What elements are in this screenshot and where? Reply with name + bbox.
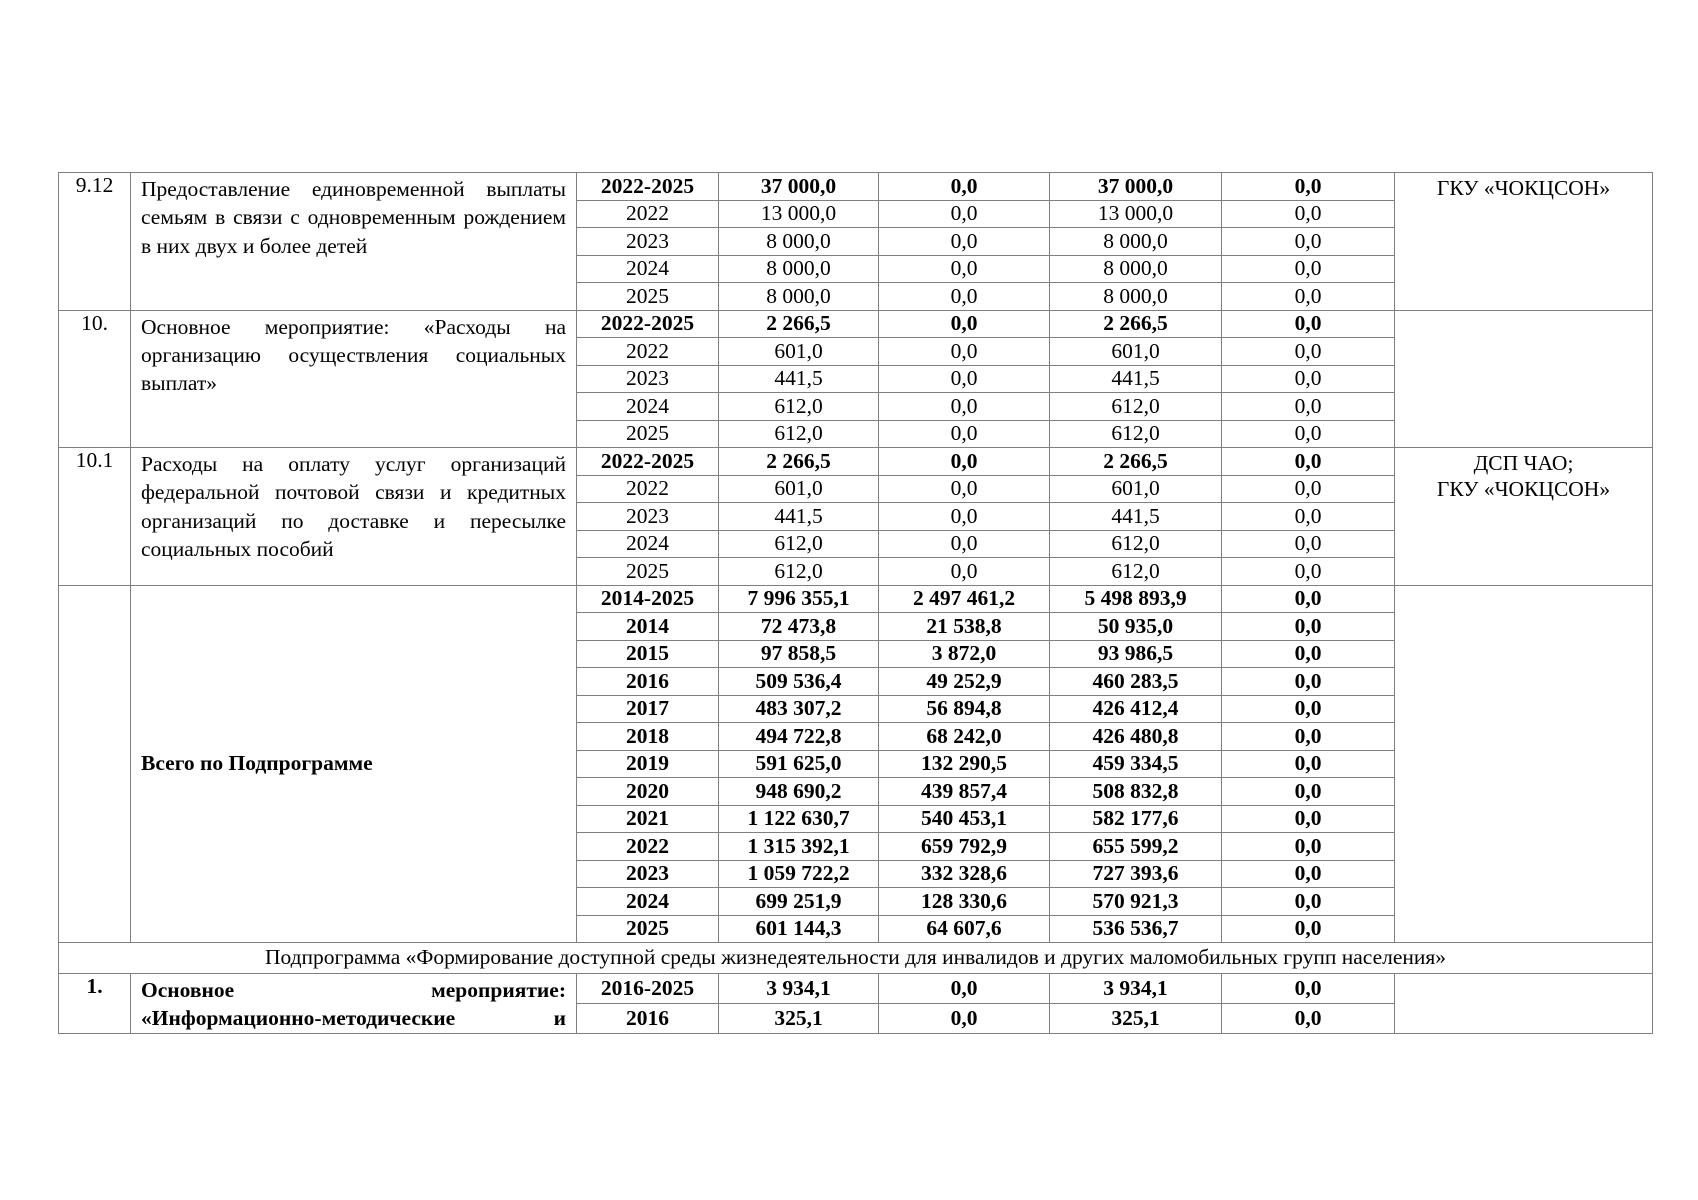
source-2-cell: 2 266,5 [1050, 310, 1222, 338]
source-1-cell: 128 330,6 [879, 888, 1050, 916]
source-2-cell: 8 000,0 [1050, 228, 1222, 256]
source-2-cell: 612,0 [1050, 420, 1222, 448]
source-1-cell: 0,0 [879, 283, 1050, 311]
total-cell: 72 473,8 [719, 613, 879, 641]
total-cell: 441,5 [719, 503, 879, 531]
source-3-cell: 0,0 [1222, 420, 1395, 448]
period-cell: 2025 [577, 558, 719, 586]
total-cell: 8 000,0 [719, 228, 879, 256]
executor-cell [1395, 585, 1653, 943]
period-cell: 2023 [577, 365, 719, 393]
total-cell: 8 000,0 [719, 283, 879, 311]
source-1-cell: 0,0 [879, 974, 1050, 1004]
total-cell: 509 536,4 [719, 668, 879, 696]
period-cell: 2022 [577, 475, 719, 503]
total-cell: 601,0 [719, 475, 879, 503]
source-3-cell: 0,0 [1222, 558, 1395, 586]
source-3-cell: 0,0 [1222, 695, 1395, 723]
total-cell: 612,0 [719, 420, 879, 448]
source-1-cell: 439 857,4 [879, 778, 1050, 806]
source-2-cell: 441,5 [1050, 365, 1222, 393]
item-number: 1. [59, 974, 131, 1034]
description-word: мероприятие: [431, 978, 566, 1002]
source-3-cell: 0,0 [1222, 310, 1395, 338]
total-cell: 13 000,0 [719, 200, 879, 228]
source-2-cell: 325,1 [1050, 1003, 1222, 1033]
executor-cell [1395, 448, 1653, 586]
source-2-cell: 8 000,0 [1050, 283, 1222, 311]
total-cell: 612,0 [719, 393, 879, 421]
source-1-cell: 0,0 [879, 255, 1050, 283]
source-3-cell: 0,0 [1222, 503, 1395, 531]
source-3-cell: 0,0 [1222, 640, 1395, 668]
total-cell: 612,0 [719, 530, 879, 558]
budget-table-page [58, 172, 1652, 1034]
source-1-cell: 0,0 [879, 475, 1050, 503]
source-3-cell: 0,0 [1222, 915, 1395, 943]
source-3-cell: 0,0 [1222, 255, 1395, 283]
source-2-cell: 601,0 [1050, 475, 1222, 503]
source-3-cell: 0,0 [1222, 974, 1395, 1004]
period-cell: 2023 [577, 228, 719, 256]
source-2-cell: 3 934,1 [1050, 974, 1222, 1004]
source-3-cell: 0,0 [1222, 723, 1395, 751]
source-2-cell: 13 000,0 [1050, 200, 1222, 228]
source-3-cell: 0,0 [1222, 888, 1395, 916]
source-1-cell: 0,0 [879, 228, 1050, 256]
period-cell: 2021 [577, 805, 719, 833]
source-3-cell: 0,0 [1222, 805, 1395, 833]
period-cell: 2015 [577, 640, 719, 668]
source-1-cell: 332 328,6 [879, 860, 1050, 888]
period-cell: 2014 [577, 613, 719, 641]
period-cell: 2022-2025 [577, 173, 719, 201]
source-2-cell: 655 599,2 [1050, 833, 1222, 861]
period-cell: 2016 [577, 1003, 719, 1033]
item-number: 9.12 [59, 173, 131, 311]
period-cell: 2022 [577, 833, 719, 861]
total-cell: 1 059 722,2 [719, 860, 879, 888]
subtotal-number-cell [59, 585, 131, 943]
total-cell: 2 266,5 [719, 448, 879, 476]
source-1-cell: 0,0 [879, 420, 1050, 448]
item-number: 10.1 [59, 448, 131, 586]
source-1-cell: 0,0 [879, 1003, 1050, 1033]
total-cell: 325,1 [719, 1003, 879, 1033]
source-2-cell: 570 921,3 [1050, 888, 1222, 916]
subprogram-title: Подпрограмма «Формирование доступной среды жизнедеятельности для инвалидов и других маломобильных групп населения» [59, 943, 1653, 974]
source-3-cell: 0,0 [1222, 585, 1395, 613]
period-cell: 2017 [577, 695, 719, 723]
total-cell: 7 996 355,1 [719, 585, 879, 613]
source-1-cell: 0,0 [879, 448, 1050, 476]
source-1-cell: 0,0 [879, 365, 1050, 393]
source-2-cell: 50 935,0 [1050, 613, 1222, 641]
source-2-cell: 5 498 893,9 [1050, 585, 1222, 613]
table-row [59, 585, 1653, 613]
period-cell: 2018 [577, 723, 719, 751]
item-description [131, 974, 577, 1034]
period-cell: 2014-2025 [577, 585, 719, 613]
item-description: Расходы на оплату услуг организаций федеральной почтовой связи и кредитных организаций по доставке и пересылке социальных пособий [131, 448, 577, 586]
total-cell: 612,0 [719, 558, 879, 586]
source-2-cell: 727 393,6 [1050, 860, 1222, 888]
period-cell: 2022-2025 [577, 310, 719, 338]
source-1-cell: 0,0 [879, 530, 1050, 558]
source-1-cell: 64 607,6 [879, 915, 1050, 943]
period-cell: 2023 [577, 860, 719, 888]
period-cell: 2022 [577, 338, 719, 366]
source-1-cell: 659 792,9 [879, 833, 1050, 861]
executor-line: ГКУ «ЧОКЦСОН» [1436, 176, 1611, 200]
table-row [59, 974, 1653, 1004]
source-2-cell: 536 536,7 [1050, 915, 1222, 943]
source-3-cell: 0,0 [1222, 228, 1395, 256]
source-2-cell: 37 000,0 [1050, 173, 1222, 201]
source-1-cell: 0,0 [879, 173, 1050, 201]
source-2-cell: 460 283,5 [1050, 668, 1222, 696]
source-2-cell: 8 000,0 [1050, 255, 1222, 283]
source-3-cell: 0,0 [1222, 530, 1395, 558]
source-1-cell: 21 538,8 [879, 613, 1050, 641]
table-row [59, 173, 1653, 201]
description-word: «Информационно-методические [141, 1006, 456, 1031]
source-2-cell: 426 480,8 [1050, 723, 1222, 751]
source-2-cell: 2 266,5 [1050, 448, 1222, 476]
executor-cell [1395, 974, 1653, 1034]
executor-line: ГКУ «ЧОКЦСОН» [1436, 477, 1611, 502]
source-1-cell: 3 872,0 [879, 640, 1050, 668]
period-cell: 2025 [577, 915, 719, 943]
source-3-cell: 0,0 [1222, 668, 1395, 696]
source-1-cell: 540 453,1 [879, 805, 1050, 833]
budget-table [58, 172, 1653, 1034]
item-number: 10. [59, 310, 131, 448]
source-2-cell: 459 334,5 [1050, 750, 1222, 778]
source-2-cell: 582 177,6 [1050, 805, 1222, 833]
source-1-cell: 0,0 [879, 338, 1050, 366]
period-cell: 2016 [577, 668, 719, 696]
source-3-cell: 0,0 [1222, 200, 1395, 228]
description-word: Основное [141, 978, 235, 1002]
subtotal-label: Всего по Подпрограмме [131, 585, 577, 943]
period-cell: 2024 [577, 530, 719, 558]
period-cell: 2024 [577, 255, 719, 283]
source-3-cell: 0,0 [1222, 448, 1395, 476]
source-2-cell: 612,0 [1050, 393, 1222, 421]
total-cell: 494 722,8 [719, 723, 879, 751]
source-3-cell: 0,0 [1222, 365, 1395, 393]
period-cell: 2025 [577, 420, 719, 448]
source-2-cell: 93 986,5 [1050, 640, 1222, 668]
item-description: Предоставление единовременной выплаты семьям в связи с одновременным рождением в них двух и более детей [131, 173, 577, 311]
total-cell: 37 000,0 [719, 173, 879, 201]
source-1-cell: 49 252,9 [879, 668, 1050, 696]
total-cell: 601,0 [719, 338, 879, 366]
source-1-cell: 0,0 [879, 558, 1050, 586]
source-1-cell: 2 497 461,2 [879, 585, 1050, 613]
period-cell: 2022-2025 [577, 448, 719, 476]
total-cell: 699 251,9 [719, 888, 879, 916]
total-cell: 8 000,0 [719, 255, 879, 283]
source-3-cell: 0,0 [1222, 750, 1395, 778]
period-cell: 2025 [577, 283, 719, 311]
budget-table-body [59, 173, 1653, 1034]
source-3-cell: 0,0 [1222, 1003, 1395, 1033]
total-cell: 1 315 392,1 [719, 833, 879, 861]
source-3-cell: 0,0 [1222, 283, 1395, 311]
source-2-cell: 508 832,8 [1050, 778, 1222, 806]
source-3-cell: 0,0 [1222, 338, 1395, 366]
source-2-cell: 601,0 [1050, 338, 1222, 366]
table-row [59, 943, 1653, 974]
total-cell: 97 858,5 [719, 640, 879, 668]
source-1-cell: 132 290,5 [879, 750, 1050, 778]
source-3-cell: 0,0 [1222, 173, 1395, 201]
total-cell: 483 307,2 [719, 695, 879, 723]
period-cell: 2024 [577, 393, 719, 421]
source-2-cell: 441,5 [1050, 503, 1222, 531]
source-2-cell: 612,0 [1050, 530, 1222, 558]
period-cell: 2020 [577, 778, 719, 806]
table-row [59, 310, 1653, 338]
total-cell: 1 122 630,7 [719, 805, 879, 833]
source-3-cell: 0,0 [1222, 778, 1395, 806]
source-1-cell: 0,0 [879, 393, 1050, 421]
table-row [59, 448, 1653, 476]
source-3-cell: 0,0 [1222, 613, 1395, 641]
source-2-cell: 426 412,4 [1050, 695, 1222, 723]
source-3-cell: 0,0 [1222, 833, 1395, 861]
executor-cell [1395, 310, 1653, 448]
period-cell: 2019 [577, 750, 719, 778]
source-2-cell: 612,0 [1050, 558, 1222, 586]
source-1-cell: 0,0 [879, 200, 1050, 228]
period-cell: 2016-2025 [577, 974, 719, 1004]
period-cell: 2022 [577, 200, 719, 228]
period-cell: 2024 [577, 888, 719, 916]
source-3-cell: 0,0 [1222, 475, 1395, 503]
executor-line: ДСП ЧАО; [1473, 451, 1574, 475]
period-cell: 2023 [577, 503, 719, 531]
total-cell: 948 690,2 [719, 778, 879, 806]
source-1-cell: 0,0 [879, 503, 1050, 531]
description-word: и [553, 1006, 566, 1031]
source-3-cell: 0,0 [1222, 860, 1395, 888]
source-1-cell: 68 242,0 [879, 723, 1050, 751]
total-cell: 591 625,0 [719, 750, 879, 778]
executor-cell [1395, 173, 1653, 311]
source-3-cell: 0,0 [1222, 393, 1395, 421]
total-cell: 601 144,3 [719, 915, 879, 943]
total-cell: 441,5 [719, 365, 879, 393]
item-description: Основное мероприятие: «Расходы на организацию осуществления социальных выплат» [131, 310, 577, 448]
source-1-cell: 56 894,8 [879, 695, 1050, 723]
total-cell: 3 934,1 [719, 974, 879, 1004]
source-1-cell: 0,0 [879, 310, 1050, 338]
total-cell: 2 266,5 [719, 310, 879, 338]
